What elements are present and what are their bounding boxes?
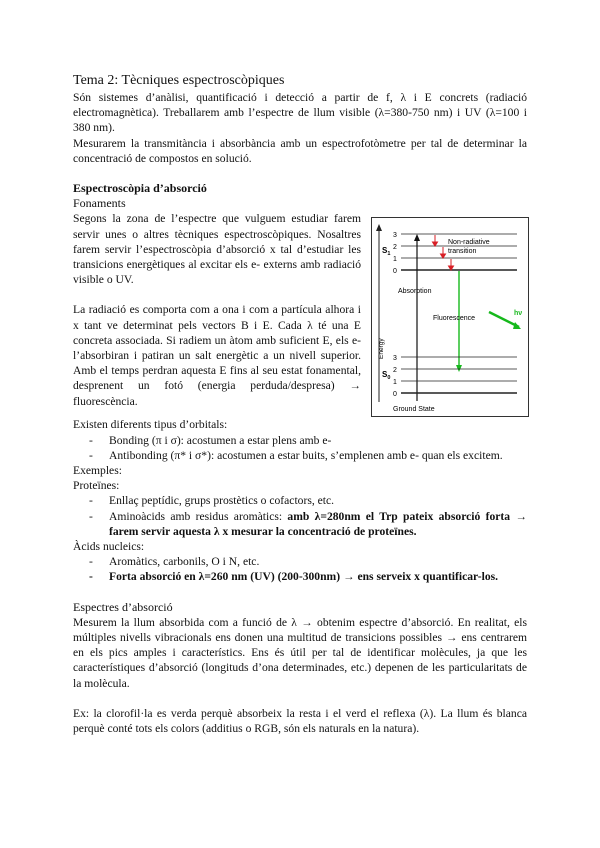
list-item: - Enllaç peptídic, grups prostètics o cofactors, etc.: [89, 493, 527, 508]
s0-level-2: 2: [393, 367, 397, 375]
ground-state-label: Ground State: [393, 406, 435, 414]
s1-level-2: 2: [393, 244, 397, 252]
intro-paragraph-2: Mesurarem la transmitància i absorbància amb un espectrofotòmetre per tal de determinar la concentració de compostos en solució.: [73, 136, 527, 165]
proteins-list: [73, 493, 527, 539]
proteins-label: Proteïnes:: [73, 479, 120, 493]
orbitals-list: [73, 433, 527, 463]
fonaments-block: [73, 211, 527, 417]
s1-level-3: 3: [393, 232, 397, 240]
list-item: - Aromàtics, carbonils, O i N, etc.: [89, 554, 527, 569]
nucleic-label: Àcids nucleics:: [73, 540, 145, 554]
fonaments-paragraph-2: La radiació es comporta com a ona i com a partícula alhora i x tant ve determinat pels vectors B i E. Cada λ té una E concreta associada. Si radiem un àtom amb suficient E, els e- l’absorbiran i patiran un salt energètic a un nivell superior. Amb el temps perdran aquesta E fins al seu estat fonamental, desprenent un fotó (energia perduda/despresa) → fluorescència.: [73, 303, 361, 408]
s0-level-1: 1: [393, 379, 397, 387]
nonrad-label-line2: transition: [448, 248, 477, 256]
list-item: - Antibonding (π* i σ*): acostumen a estar buits, s’emplenen amb e- quan els excitem.: [89, 448, 527, 463]
list-item: - Bonding (π i σ): acostumen a estar plens amb e-: [89, 433, 527, 448]
s1-level-1: 1: [393, 256, 397, 264]
hv-label: hν: [514, 310, 523, 318]
spectra-paragraph-2: Ex: la clorofil·la es verda perquè absorbeix la resta i el verd el reflexa (λ). La llum és blanca perquè conté tots els colors (additius o RGB, són els naturals en la natura).: [73, 706, 527, 736]
s0-label: $S_0$: [382, 370, 391, 382]
s0-level-0: 0: [393, 391, 397, 399]
jablonski-diagram: [371, 217, 529, 417]
orbitals-intro: Existen diferents tipus d’orbitals:: [73, 418, 228, 432]
nucleic-list: [73, 554, 527, 584]
fluorescence-label: Fluorescence: [433, 315, 476, 323]
spectra-paragraph-1: Mesurem la llum absorbida com a funció de λ → obtenim espectre d’absorció. En realitat, els múltiples nivells vibracionals ens donen una multitud de transicions possibles → ens centrarem en els pics amples i característics. Ens és útil per tal de identificar molècules, ja que les característiques d’absorció (longituds d’ona determinades, etc.) depenen de les particularitats de la molècula.: [73, 615, 527, 690]
page-title: Tema 2: Tècniques espectroscòpiques: [73, 73, 285, 88]
list-item: - Aminoàcids amb residus aromàtics: amb λ=280nm el Trp pateix absorció forta → farem servir aquesta λ x mesurar la concentració de proteïnes.: [89, 509, 527, 539]
nonrad-label-line1: Non-radiative: [448, 239, 490, 247]
s1-label: $S_1$: [382, 246, 391, 258]
absorption-heading: Espectroscòpia d’absorció: [73, 181, 207, 196]
fonaments-subheading: Fonaments: [73, 196, 126, 211]
s0-level-3: 3: [393, 355, 397, 363]
list-item: - Forta absorció en λ=260 nm (UV) (200-300nm) → ens serveix x quantificar-los.: [89, 569, 527, 584]
s1-level-0: 0: [393, 268, 397, 276]
intro-paragraph-1: Són sistemes d’anàlisi, quantificació i detecció a partir de f, λ i E concrets (radiació electromagnètica). Treballarem amb l’espectre de llum visible (λ=380-750 nm) i UV (λ=100 i 380 nm).: [73, 91, 527, 135]
document-content: [73, 72, 527, 736]
examples-label: Exemples:: [73, 464, 122, 478]
energy-label: Energy: [378, 338, 385, 360]
absorption-label: Absorption: [398, 288, 432, 296]
spectra-heading: Espectres d’absorció: [73, 599, 173, 614]
fonaments-paragraph-1: Segons la zona de l’espectre que vulguem estudiar farem servir unes o altres tècniques espectroscòpiques. Nosaltres farem servir l’espectroscòpia d’absorció x tal d’estudiar les transicions energètiques al excitar els e- externs amb radiació visible o UV.: [73, 212, 361, 287]
